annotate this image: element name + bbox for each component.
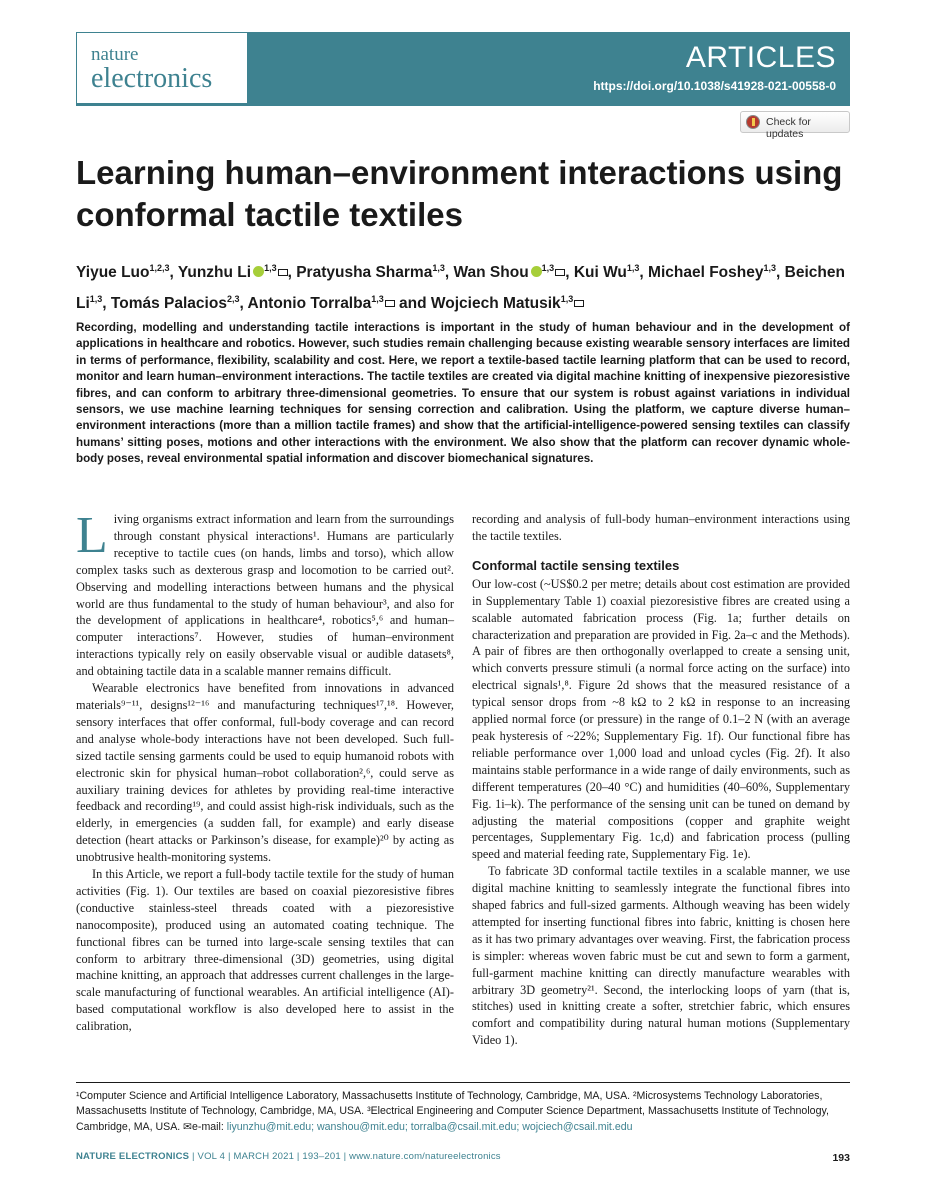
body-column-right bbox=[472, 511, 850, 1049]
body-paragraph: Wearable electronics have benefited from innovations in advanced materials⁹⁻¹¹, designs¹²⁻¹⁶ and manufacturing techniques¹⁷,¹⁸. However, sensory interfaces that offer conformal, full-body coverage and can record and analyse whole-body interactions have not been developed. Such full-sized tactile sensing garments could be used to equip humanoid robots with electronic skin for physical human–robot collaboration²,⁶, could serve as auxiliary training devices for athletes by providing real-time interactive feedback and recording¹⁹, and could assist high-risk individuals, such as the elderly, in emergencies (a sudden fall, for example) and early disease detection (heart attacks or Parkinson’s disease, for example)²⁰ by acting as unobtrusive health-monitoring systems. bbox=[76, 681, 454, 865]
logo-word-electronics: electronics bbox=[91, 63, 213, 94]
author-name: Pratyusha Sharma bbox=[296, 264, 433, 282]
author-name: Michael Foshey bbox=[648, 264, 764, 282]
journal-footer bbox=[76, 1151, 501, 1163]
author[interactable] bbox=[574, 264, 640, 281]
orcid-icon[interactable] bbox=[253, 266, 264, 277]
body-paragraph: To fabricate 3D conformal tactile textiles in a scalable manner, we use digital machine knitting to seamlessly integrate the functional fibres into shaped fabrics and full-sized garments. Although weaving has been widely attempted for inserting functional fibres into fabric, knitting is chosen here as it has two primary advantages over weaving. First, the fabrication process is simpler: whereas woven fabric must be cut and sewn to form a garment, full-garment machine knitting can directly manufacture wearables with arbitrary 3D geometry²¹. Second, the interlocking loops of yarn (that is, stitches) used in knitting create a softer, stretchier fabric, which ensures comfort and compatibility during natural human motions (Supplementary Video 1). bbox=[472, 864, 850, 1048]
author[interactable] bbox=[248, 295, 395, 312]
author-affiliation-sup: 1,3 bbox=[626, 263, 640, 273]
author[interactable] bbox=[111, 295, 240, 312]
author-affiliation-sup: 1,2,3 bbox=[149, 263, 170, 273]
author-name: Kui Wu bbox=[573, 264, 627, 282]
author-emails[interactable]: liyunzhu@mit.edu; wanshou@mit.edu; torralba@csail.mit.edu; wojciech@csail.mit.edu bbox=[226, 1120, 633, 1133]
drop-cap: L bbox=[76, 507, 108, 564]
author[interactable] bbox=[296, 264, 445, 281]
envelope-icon[interactable] bbox=[574, 300, 584, 307]
author-name: Antonio Torralba bbox=[247, 295, 372, 313]
crossmark-icon bbox=[746, 115, 760, 129]
body-column-left bbox=[76, 507, 454, 1035]
body-paragraph bbox=[76, 507, 454, 680]
envelope-icon[interactable] bbox=[555, 269, 565, 276]
orcid-icon[interactable] bbox=[531, 266, 542, 277]
author-name: Wojciech Matusik bbox=[430, 295, 561, 313]
page-number: 193 bbox=[832, 1152, 850, 1164]
footnote-divider bbox=[76, 1082, 850, 1083]
author-affiliation-sup: 2,3 bbox=[226, 294, 240, 305]
author-list: Yiyue Luo$^{1,2,3}$, Yunzhu Li $^{1,3}$ , Pratyusha Sharma$^{1,3}$, Wan Shou $^{1,3}$ , Kui Wu$^{1,3}$, Michael Foshey$^{1,3}$, Beichen Li$^{1,3}$, Tomás Palacios$^{2,3}$, Antonio Torralba$^{1,3}$ and Wojciech Matusik$^{1,3}$ bbox=[76, 263, 845, 313]
doi-link[interactable]: https://doi.org/10.1038/s41928-021-00558-0 bbox=[593, 79, 836, 93]
author[interactable] bbox=[431, 295, 584, 312]
author-affiliation-sup: 1,3 bbox=[432, 263, 445, 273]
journal-logo[interactable] bbox=[76, 32, 248, 104]
article-title: Learning human–environment interactions using conformal tactile textiles bbox=[76, 154, 843, 233]
logo-word-nature: nature bbox=[91, 44, 139, 65]
author-affiliation-sup: 1,3 bbox=[560, 294, 574, 305]
affiliations bbox=[76, 1089, 850, 1135]
check-updates-label: Check for updates bbox=[766, 116, 811, 140]
author-name: Yiyue Luo bbox=[76, 264, 150, 282]
author-name: Tomás Palacios bbox=[110, 295, 227, 313]
section-heading: Conformal tactile sensing textiles bbox=[472, 557, 680, 573]
affiliations-text: ¹Computer Science and Artificial Intelligence Laboratory, Massachusetts Institute of Technology, Cambridge, MA, USA. ²Microsystems Technology Laboratories, Massachusetts Institute of Technology, Cambridge, MA, USA. ³Electrical Engineering and Computer Science Department, Massachusetts Institute of Technology, Cambridge, MA, USA. ✉e-mail: bbox=[76, 1090, 829, 1133]
check-updates-button[interactable] bbox=[740, 111, 850, 140]
abstract: Recording, modelling and understanding tactile interactions is important in the study of human behaviour and in the development of applications in healthcare and robotics. However, such studies remain challenging because existing wearable sensory interfaces are limited in terms of performance, flexibility, scalability and cost. Here, we report a textile-based tactile learning platform that can be used to record, monitor and learn human–environment interactions. The tactile textiles are created via digital machine knitting of inexpensive piezoresistive fibres, and can conform to arbitrary three-dimensional geometries. To ensure that our system is robust against variations in individual sensors, we use machine learning techniques for sensing correction and calibration. Using the platform, we capture diverse human–environment interactions (more than a million tactile frames) and show that the artificial-intelligence-powered sensing textiles can classify humans’ sitting poses, motions and other interactions with the environment. We also show that the platform can recover dynamic whole-body poses, reveal environmental spatial information and discover biomechanical signatures. bbox=[76, 321, 850, 466]
author-affiliation-sup: 1,3 bbox=[264, 263, 277, 273]
envelope-icon[interactable] bbox=[278, 269, 288, 276]
body-paragraph: In this Article, we report a full-body tactile textile for the study of human activities (Fig. 1). Our textiles are based on coaxial piezoresistive fibres (conductive stainless-steel threads coated with a piezoresistive nanocomposite), produced using an automated coating technique. The functional fibres can be turned into large-scale sensing textiles that can conform to arbitrary three-dimensional (3D) geometries, using digital machine knitting, an approach that addresses current challenges in the large-scale manufacturing of functional wearables. An artificial intelligence (AI)-based computational workflow is also developed here to assist in the calibration, bbox=[76, 867, 454, 1034]
body-paragraph-text: iving organisms extract information and learn from the surroundings through constant physical interactions¹. Humans are particularly receptive to tactile cues (on hands, limbs and torso), which allow complex tasks such as dexterous grasp and locomotion to be carried out². Observing and modelling interactions between humans and the physical world are thus fundamental to the study of human behaviour³, and also for the development of applications in healthcare⁴, robotics⁵,⁶ and human–computer interactions⁷. However, studies of human–environment interactions typically rely on easily observable visual or audible datasets⁸, and obtaining tactile data in a scalable manner remains difficult. bbox=[76, 512, 454, 679]
author[interactable] bbox=[178, 264, 288, 281]
author-affiliation-sup: 1,3 bbox=[541, 263, 555, 273]
body-paragraph: recording and analysis of full-body human–environment interactions using the tactile textiles. bbox=[472, 512, 850, 543]
author-name: Yunzhu Li bbox=[177, 264, 252, 282]
author-name: Beichen Li bbox=[76, 264, 845, 313]
author[interactable] bbox=[648, 264, 776, 281]
author[interactable] bbox=[453, 264, 565, 281]
author-affiliation-sup: 1,3 bbox=[89, 294, 103, 305]
author[interactable] bbox=[76, 264, 170, 281]
envelope-icon[interactable] bbox=[385, 300, 395, 307]
journal-header-banner bbox=[76, 32, 850, 106]
author-name: Wan Shou bbox=[453, 264, 529, 282]
section-label: ARTICLES bbox=[685, 41, 836, 74]
author-affiliation-sup: 1,3 bbox=[371, 294, 384, 305]
body-paragraph: Our low-cost (~US$0.2 per metre; details about cost estimation are provided in Supplementary Table 1) coaxial piezoresistive fibres are created using a scalable automated fabrication process (Fig. 1a; further details on characterization and preparation are provided in Fig. 2a–c and the Methods). A pair of fibres are then orthogonally overlapped to create a sensing unit, which converts pressure stimuli (a normal force acting on the surface) into electrical signals¹,⁸. Figure 2d shows that the measured resistance of a typical sensor drops from ~8 kΩ to 2 kΩ in response to an increasing applied normal force (or pressure) in the range of 0.1–2 N (with an average peak hysteresis of ~22%; Supplementary Fig. 1f). Our functional fibre has reliable performance over 1,000 load and unload cycles (Fig. 2f). It also maintains stable performance in a wide range of daily environments, such as different temperatures (20–40 °C) and humidities (40–60%, Supplementary Fig. 1i–k). The performance of the sensing unit can be tuned on demand by adjusting the material compositions (copper and graphite weight percentages, Supplementary Fig. 1c,d) and fabrication process (pulling speed and material feeding rate, Supplementary Fig. 1e). bbox=[472, 576, 850, 862]
journal-name: NATURE ELECTRONICS bbox=[76, 1151, 190, 1162]
issue-info[interactable]: | VOL 4 | MARCH 2021 | 193–201 | www.nature.com/natureelectronics bbox=[189, 1151, 501, 1162]
author-affiliation-sup: 1,3 bbox=[763, 263, 776, 273]
